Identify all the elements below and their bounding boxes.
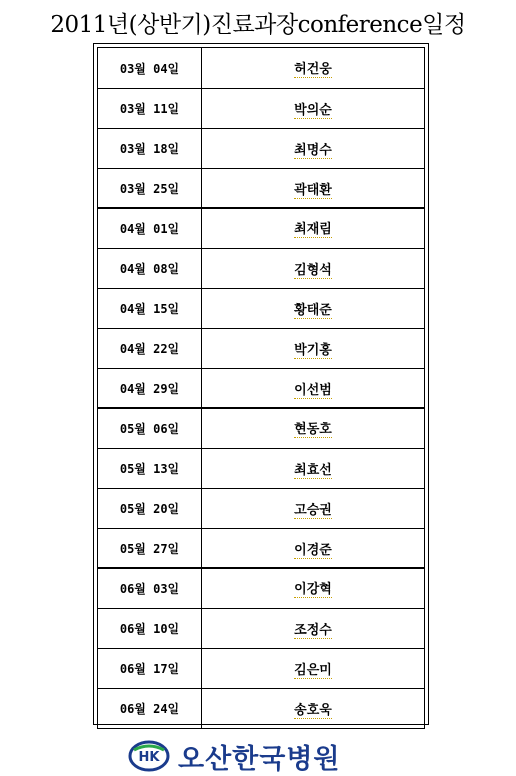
presenter-name: 곽태환: [294, 179, 332, 199]
presenter-cell: [202, 449, 424, 488]
presenter-name: 최효선: [294, 459, 332, 479]
presenter-cell: [202, 649, 424, 688]
presenter-name: 송호욱: [294, 699, 332, 719]
month-group: [97, 567, 425, 729]
date-cell: 06월 17일: [98, 649, 202, 688]
presenter-cell: [202, 489, 424, 528]
presenter-name: 이강혁: [294, 578, 332, 598]
month-group: [97, 47, 425, 209]
table-row: [98, 448, 424, 488]
presenter-cell: [202, 408, 424, 448]
table-row: [98, 288, 424, 328]
date-cell: 06월 03일: [98, 568, 202, 608]
presenter-cell: [202, 369, 424, 408]
table-row: [98, 648, 424, 688]
presenter-name: 허건웅: [294, 58, 332, 78]
presenter-cell: [202, 169, 424, 208]
presenter-cell: [202, 208, 424, 248]
table-row: [98, 168, 424, 208]
hospital-name: 오산한국병원: [178, 743, 341, 775]
table-row: [98, 328, 424, 368]
presenter-name: 최재림: [294, 218, 332, 238]
date-cell: 05월 13일: [98, 449, 202, 488]
date-cell: 06월 24일: [98, 689, 202, 728]
presenter-name: 현동호: [294, 418, 332, 438]
presenter-name: 최명수: [294, 139, 332, 159]
date-cell: 03월 04일: [98, 48, 202, 88]
presenter-cell: [202, 689, 424, 728]
month-group: [97, 207, 425, 409]
table-row: [98, 48, 424, 88]
date-cell: 04월 15일: [98, 289, 202, 328]
date-cell: 03월 25일: [98, 169, 202, 208]
date-cell: 04월 22일: [98, 329, 202, 368]
table-row: [98, 248, 424, 288]
table-row: [98, 408, 424, 448]
date-cell: 05월 06일: [98, 408, 202, 448]
table-row: [98, 688, 424, 728]
hospital-emblem-icon: [128, 740, 170, 772]
date-cell: 04월 29일: [98, 369, 202, 408]
presenter-cell: [202, 568, 424, 608]
emblem-mark: HK: [138, 750, 160, 765]
table-row: [98, 368, 424, 408]
table-row: [98, 608, 424, 648]
presenter-name: 박의순: [294, 99, 332, 119]
table-row: [98, 208, 424, 248]
presenter-cell: [202, 289, 424, 328]
presenter-cell: [202, 329, 424, 368]
page-title: 2011년(상반기)진료과장conference일정: [50, 12, 466, 38]
presenter-name: 황태준: [294, 299, 332, 319]
hospital-logo: [128, 738, 341, 774]
presenter-cell: [202, 89, 424, 128]
month-group: [97, 407, 425, 569]
table-row: [98, 128, 424, 168]
table-row: [98, 528, 424, 568]
presenter-name: 박기홍: [294, 339, 332, 359]
schedule-table: [93, 43, 429, 725]
table-row: [98, 568, 424, 608]
presenter-name: 이선범: [294, 379, 332, 399]
date-cell: 05월 20일: [98, 489, 202, 528]
table-row: [98, 88, 424, 128]
presenter-name: 김형석: [294, 259, 332, 279]
date-cell: 05월 27일: [98, 529, 202, 568]
date-cell: 03월 11일: [98, 89, 202, 128]
presenter-cell: [202, 48, 424, 88]
presenter-name: 김은미: [294, 659, 332, 679]
date-cell: 03월 18일: [98, 129, 202, 168]
presenter-name: 조정수: [294, 619, 332, 639]
presenter-cell: [202, 129, 424, 168]
presenter-name: 이경준: [294, 539, 332, 559]
date-cell: 06월 10일: [98, 609, 202, 648]
table-row: [98, 488, 424, 528]
presenter-cell: [202, 249, 424, 288]
presenter-name: 고승권: [294, 499, 332, 519]
date-cell: 04월 08일: [98, 249, 202, 288]
date-cell: 04월 01일: [98, 208, 202, 248]
presenter-cell: [202, 609, 424, 648]
presenter-cell: [202, 529, 424, 568]
